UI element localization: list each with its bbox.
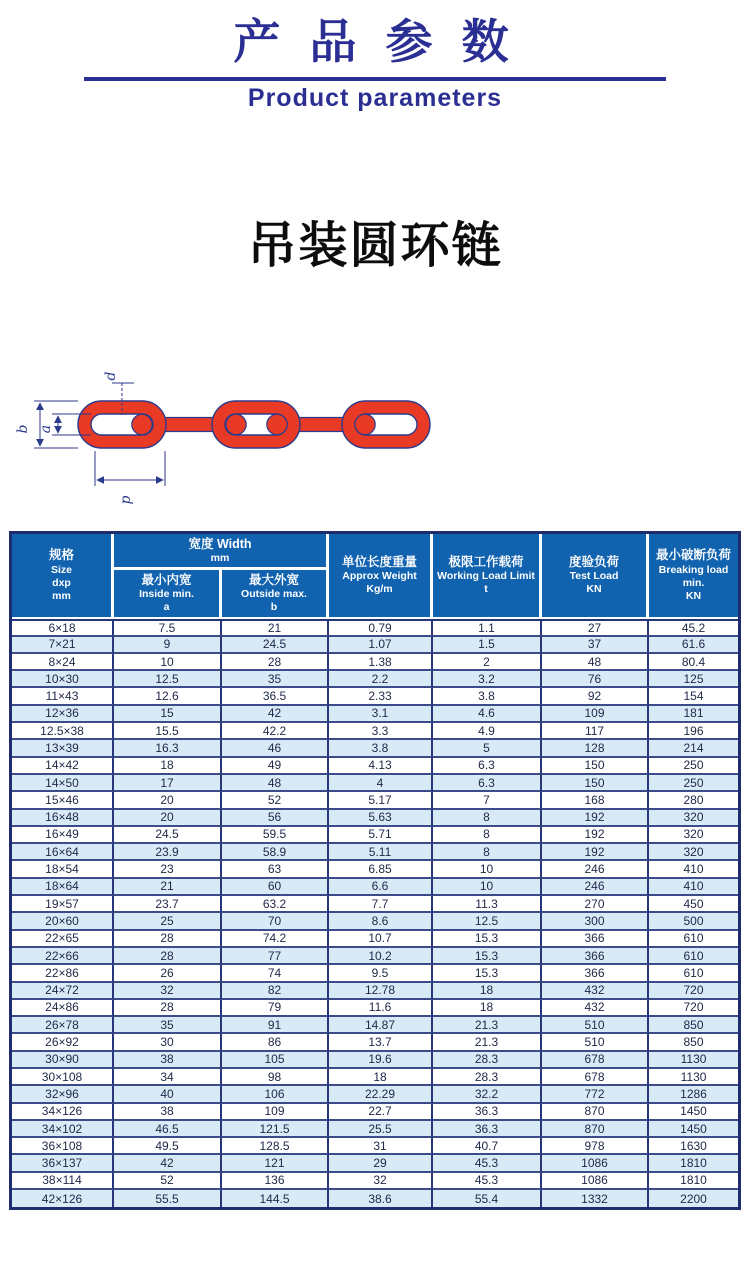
table-cell: 15.5 xyxy=(114,723,222,740)
table-row xyxy=(12,827,738,844)
table-cell: 22×66 xyxy=(12,948,114,965)
table-cell: 850 xyxy=(649,1034,738,1051)
table-row xyxy=(12,879,738,896)
col-header-outside-max: 最大外宽 Outside max. b xyxy=(222,570,329,619)
table-cell: 510 xyxy=(542,1034,649,1051)
table-cell: 48 xyxy=(542,654,649,671)
table-cell: 12.5 xyxy=(114,671,222,688)
table-row xyxy=(12,1155,738,1172)
table-cell: 13.7 xyxy=(329,1034,433,1051)
table-cell: 32 xyxy=(114,983,222,1000)
table-cell: 36×137 xyxy=(12,1155,114,1172)
table-row xyxy=(12,706,738,723)
table-cell: 74 xyxy=(222,965,329,982)
table-cell: 121 xyxy=(222,1155,329,1172)
table-cell: 8 xyxy=(433,810,542,827)
table-cell: 45.3 xyxy=(433,1155,542,1172)
table-row xyxy=(12,792,738,809)
table-cell: 9.5 xyxy=(329,965,433,982)
col-header-working-load-limit: 极限工作载荷 Working Load Limit t xyxy=(433,534,542,619)
table-cell: 1332 xyxy=(542,1190,649,1207)
table-cell: 55.4 xyxy=(433,1190,542,1207)
table-cell: 91 xyxy=(222,1017,329,1034)
table-cell: 17 xyxy=(114,775,222,792)
table-cell: 2.33 xyxy=(329,688,433,705)
table-cell: 63.2 xyxy=(222,896,329,913)
table-cell: 31 xyxy=(329,1138,433,1155)
table-cell: 36.3 xyxy=(433,1121,542,1138)
col-header-approx-weight: 单位长度重量 Approx Weight Kg/m xyxy=(329,534,433,619)
table-cell: 32×96 xyxy=(12,1086,114,1103)
table-cell: 3.1 xyxy=(329,706,433,723)
table-cell: 3.2 xyxy=(433,671,542,688)
chain-diagram xyxy=(0,353,460,513)
table-cell: 22.29 xyxy=(329,1086,433,1103)
table-cell: 23.9 xyxy=(114,844,222,861)
table-cell: 2 xyxy=(433,654,542,671)
table-cell: 28 xyxy=(114,1000,222,1017)
table-cell: 320 xyxy=(649,810,738,827)
table-cell: 11.6 xyxy=(329,1000,433,1017)
table-cell: 6.85 xyxy=(329,861,433,878)
table-cell: 3.8 xyxy=(433,688,542,705)
table-cell: 870 xyxy=(542,1104,649,1121)
table-cell: 86 xyxy=(222,1034,329,1051)
table-cell: 6.6 xyxy=(329,879,433,896)
table-row xyxy=(12,1034,738,1051)
table-row xyxy=(12,965,738,982)
table-cell: 30×108 xyxy=(12,1069,114,1086)
table-cell: 74.2 xyxy=(222,931,329,948)
table-cell: 45.3 xyxy=(433,1173,542,1190)
table-cell: 30 xyxy=(114,1034,222,1051)
table-cell: 7×21 xyxy=(12,637,114,654)
table-cell: 34×126 xyxy=(12,1104,114,1121)
table-row xyxy=(12,1121,738,1138)
table-cell: 58.9 xyxy=(222,844,329,861)
table-cell: 106 xyxy=(222,1086,329,1103)
table-cell: 35 xyxy=(114,1017,222,1034)
table-cell: 192 xyxy=(542,810,649,827)
table-row xyxy=(12,1000,738,1017)
table-cell: 48 xyxy=(222,775,329,792)
table-cell: 3.3 xyxy=(329,723,433,740)
table-cell: 60 xyxy=(222,879,329,896)
table-cell: 678 xyxy=(542,1069,649,1086)
table-cell: 22.7 xyxy=(329,1104,433,1121)
col-header-breaking-load: 最小破断负荷 Breaking load min. KN xyxy=(649,534,738,619)
table-cell: 59.5 xyxy=(222,827,329,844)
table-cell: 42 xyxy=(114,1155,222,1172)
table-cell: 28 xyxy=(222,654,329,671)
table-row xyxy=(12,723,738,740)
table-cell: 610 xyxy=(649,931,738,948)
table-cell: 1286 xyxy=(649,1086,738,1103)
table-cell: 610 xyxy=(649,965,738,982)
table-cell: 15.3 xyxy=(433,965,542,982)
table-cell: 105 xyxy=(222,1052,329,1069)
table-cell: 13×39 xyxy=(12,740,114,757)
table-cell: 10×30 xyxy=(12,671,114,688)
table-cell: 21.3 xyxy=(433,1017,542,1034)
table-cell: 79 xyxy=(222,1000,329,1017)
table-cell: 246 xyxy=(542,861,649,878)
table-cell: 500 xyxy=(649,913,738,930)
dim-label-p: p xyxy=(118,495,134,505)
table-cell: 16×64 xyxy=(12,844,114,861)
table-cell: 7.5 xyxy=(114,619,222,637)
table-cell: 5.17 xyxy=(329,792,433,809)
table-cell: 1.38 xyxy=(329,654,433,671)
table-cell: 63 xyxy=(222,861,329,878)
table-cell: 510 xyxy=(542,1017,649,1034)
table-cell: 18 xyxy=(433,983,542,1000)
table-cell: 19.6 xyxy=(329,1052,433,1069)
table-cell: 0.79 xyxy=(329,619,433,637)
table-cell: 38×114 xyxy=(12,1173,114,1190)
table-cell: 46 xyxy=(222,740,329,757)
table-row xyxy=(12,1069,738,1086)
table-row xyxy=(12,810,738,827)
table-cell: 128.5 xyxy=(222,1138,329,1155)
table-cell: 196 xyxy=(649,723,738,740)
table-row xyxy=(12,1104,738,1121)
table-cell: 8×24 xyxy=(12,654,114,671)
table-cell: 24×86 xyxy=(12,1000,114,1017)
table-cell: 55.5 xyxy=(114,1190,222,1207)
table-row xyxy=(12,637,738,654)
table-cell: 150 xyxy=(542,758,649,775)
table-cell: 850 xyxy=(649,1017,738,1034)
table-cell: 214 xyxy=(649,740,738,757)
table-cell: 52 xyxy=(222,792,329,809)
table-cell: 18×54 xyxy=(12,861,114,878)
table-cell: 10.7 xyxy=(329,931,433,948)
table-cell: 246 xyxy=(542,879,649,896)
table-cell: 6×18 xyxy=(12,619,114,637)
table-cell: 12.5 xyxy=(433,913,542,930)
table-cell: 270 xyxy=(542,896,649,913)
table-cell: 280 xyxy=(649,792,738,809)
table-cell: 12.6 xyxy=(114,688,222,705)
table-cell: 144.5 xyxy=(222,1190,329,1207)
table-cell: 38 xyxy=(114,1052,222,1069)
table-cell: 22×86 xyxy=(12,965,114,982)
table-cell: 21 xyxy=(114,879,222,896)
table-cell: 1.5 xyxy=(433,637,542,654)
table-cell: 720 xyxy=(649,983,738,1000)
table-cell: 35 xyxy=(222,671,329,688)
table-row xyxy=(12,1138,738,1155)
table-cell: 4 xyxy=(329,775,433,792)
table-row xyxy=(12,1052,738,1069)
table-row xyxy=(12,861,738,878)
table-cell: 16×48 xyxy=(12,810,114,827)
table-cell: 10 xyxy=(114,654,222,671)
table-cell: 10 xyxy=(433,879,542,896)
table-row xyxy=(12,740,738,757)
table-cell: 29 xyxy=(329,1155,433,1172)
table-cell: 2200 xyxy=(680,1191,707,1206)
dim-label-b: b xyxy=(15,424,31,434)
table-cell: 82 xyxy=(222,983,329,1000)
table-cell: 8 xyxy=(433,844,542,861)
table-cell: 5 xyxy=(433,740,542,757)
table-cell: 36.3 xyxy=(433,1104,542,1121)
table-cell: 320 xyxy=(649,827,738,844)
table-cell: 1.07 xyxy=(329,637,433,654)
table-cell: 450 xyxy=(649,896,738,913)
table-cell: 32 xyxy=(329,1173,433,1190)
table-cell: 15×46 xyxy=(12,792,114,809)
table-cell: 40 xyxy=(114,1086,222,1103)
table-cell: 49.5 xyxy=(114,1138,222,1155)
table-cell: 1086 xyxy=(542,1155,649,1172)
table-cell: 38.6 xyxy=(329,1190,433,1207)
table-cell: 410 xyxy=(649,861,738,878)
table-cell: 28.3 xyxy=(433,1052,542,1069)
table-cell: 36.5 xyxy=(222,688,329,705)
table-cell: 22×65 xyxy=(12,931,114,948)
dimension-p xyxy=(95,451,165,504)
table-cell: 168 xyxy=(542,792,649,809)
chain-links xyxy=(78,401,430,448)
table-cell: 40.7 xyxy=(433,1138,542,1155)
table-cell: 36×108 xyxy=(12,1138,114,1155)
table-cell: 978 xyxy=(542,1138,649,1155)
table-cell: 45.2 xyxy=(649,619,738,637)
table-cell: 15.3 xyxy=(433,948,542,965)
table-row xyxy=(12,654,738,671)
table-cell: 56 xyxy=(222,810,329,827)
col-header-width-group: 宽度 Width mm xyxy=(114,534,329,570)
table-cell: 7 xyxy=(433,792,542,809)
table-row xyxy=(12,671,738,688)
table-cell: 26×78 xyxy=(12,1017,114,1034)
table-cell: 192 xyxy=(542,827,649,844)
table-cell: 1810 xyxy=(649,1155,738,1172)
table-cell: 1450 xyxy=(649,1104,738,1121)
table-cell: 136 xyxy=(222,1173,329,1190)
table-cell: 6.3 xyxy=(433,758,542,775)
table-cell: 772 xyxy=(542,1086,649,1103)
table-cell: 410 xyxy=(649,879,738,896)
product-title: 吊装圆环链 xyxy=(247,218,503,273)
table-row xyxy=(12,619,738,637)
table-cell: 42×126 xyxy=(12,1190,114,1207)
table-cell: 70 xyxy=(222,913,329,930)
table-cell: 610 xyxy=(649,948,738,965)
table-cell: 128 xyxy=(542,740,649,757)
table-cell: 154 xyxy=(649,688,738,705)
table-cell: 18 xyxy=(433,1000,542,1017)
table-cell: 3.8 xyxy=(329,740,433,757)
table-cell: 26×92 xyxy=(12,1034,114,1051)
table-cell: 16.3 xyxy=(114,740,222,757)
page-title: 产 品 参 数 xyxy=(233,15,517,68)
spec-table-wrap xyxy=(9,531,741,1211)
table-cell: 18×64 xyxy=(12,879,114,896)
table-cell: 76 xyxy=(542,671,649,688)
table-cell: 11×43 xyxy=(12,688,114,705)
table-cell: 20 xyxy=(114,792,222,809)
col-header-inside-min: 最小内宽 Inside min. a xyxy=(114,570,222,619)
table-row xyxy=(12,1017,738,1034)
table-cell: 1.1 xyxy=(433,619,542,637)
table-cell: 5.71 xyxy=(329,827,433,844)
table-cell: 2.2 xyxy=(329,671,433,688)
table-cell: 19×57 xyxy=(12,896,114,913)
table-row xyxy=(12,844,738,861)
table-cell: 28.3 xyxy=(433,1069,542,1086)
table-cell: 27 xyxy=(542,619,649,637)
table-cell: 20×60 xyxy=(12,913,114,930)
table-cell: 125 xyxy=(649,671,738,688)
table-cell: 16×49 xyxy=(12,827,114,844)
table-cell: 8.6 xyxy=(329,913,433,930)
table-cell: 24.5 xyxy=(222,637,329,654)
table-cell: 28 xyxy=(114,931,222,948)
table-cell: 23.7 xyxy=(114,896,222,913)
table-cell: 720 xyxy=(649,1000,738,1017)
table-cell: 77 xyxy=(222,948,329,965)
dimension-b xyxy=(15,401,78,448)
table-cell: 61.6 xyxy=(649,637,738,654)
table-cell: 34×102 xyxy=(12,1121,114,1138)
table-cell: 18 xyxy=(329,1069,433,1086)
table-cell: 366 xyxy=(542,931,649,948)
table-cell: 21 xyxy=(222,619,329,637)
table-cell: 37 xyxy=(542,637,649,654)
table-cell: 4.6 xyxy=(433,706,542,723)
table-row xyxy=(12,1173,738,1190)
table-row xyxy=(12,1086,738,1103)
table-cell: 366 xyxy=(542,948,649,965)
table-cell: 432 xyxy=(542,1000,649,1017)
table-cell: 250 xyxy=(649,758,738,775)
table-cell: 181 xyxy=(649,706,738,723)
table-cell: 1130 xyxy=(649,1069,738,1086)
table-cell: 20 xyxy=(114,810,222,827)
table-cell: 1810 xyxy=(649,1173,738,1190)
dim-label-a: a xyxy=(38,424,54,433)
table-cell: 1450 xyxy=(649,1121,738,1138)
table-cell: 28 xyxy=(114,948,222,965)
table-cell: 23 xyxy=(114,861,222,878)
dim-label-d: d xyxy=(103,371,119,381)
spec-table-header xyxy=(12,534,738,619)
table-cell: 24×72 xyxy=(12,983,114,1000)
table-cell: 109 xyxy=(542,706,649,723)
table-cell: 32.2 xyxy=(433,1086,542,1103)
table-cell: 14×50 xyxy=(12,775,114,792)
table-cell: 432 xyxy=(542,983,649,1000)
table-cell: 6.3 xyxy=(433,775,542,792)
table-cell: 5.11 xyxy=(329,844,433,861)
table-row xyxy=(12,983,738,1000)
table-cell: 320 xyxy=(649,844,738,861)
table-cell: 14×42 xyxy=(12,758,114,775)
table-cell: 15.3 xyxy=(433,931,542,948)
table-cell: 150 xyxy=(542,775,649,792)
table-cell: 192 xyxy=(542,844,649,861)
table-cell: 9 xyxy=(114,637,222,654)
table-cell: 25 xyxy=(114,913,222,930)
table-cell: 12×36 xyxy=(12,706,114,723)
table-cell: 121.5 xyxy=(222,1121,329,1138)
table-cell: 300 xyxy=(542,913,649,930)
table-cell: 250 xyxy=(649,775,738,792)
table-cell: 24.5 xyxy=(114,827,222,844)
table-cell: 4.9 xyxy=(433,723,542,740)
table-row xyxy=(12,758,738,775)
table-cell: 10.2 xyxy=(329,948,433,965)
table-cell: 49 xyxy=(222,758,329,775)
col-header-test-load: 度验负荷 Test Load KN xyxy=(542,534,649,619)
table-cell: 870 xyxy=(542,1121,649,1138)
table-cell: 11.3 xyxy=(433,896,542,913)
table-cell: 15 xyxy=(114,706,222,723)
table-cell: 1130 xyxy=(649,1052,738,1069)
table-cell: 92 xyxy=(542,688,649,705)
table-cell: 21.3 xyxy=(433,1034,542,1051)
table-cell: 109 xyxy=(222,1104,329,1121)
table-row xyxy=(12,948,738,965)
table-cell: 38 xyxy=(114,1104,222,1121)
table-cell: 4.13 xyxy=(329,758,433,775)
table-cell: 678 xyxy=(542,1052,649,1069)
table-cell: 26 xyxy=(114,965,222,982)
table-cell: 52 xyxy=(114,1173,222,1190)
banner xyxy=(0,0,750,113)
table-cell: 7.7 xyxy=(329,896,433,913)
table-cell: 34 xyxy=(114,1069,222,1086)
table-cell: 1086 xyxy=(542,1173,649,1190)
banner-divider xyxy=(84,77,666,81)
table-cell: 12.5×38 xyxy=(12,723,114,740)
table-row xyxy=(12,1190,738,1207)
table-row xyxy=(12,913,738,930)
table-cell: 30×90 xyxy=(12,1052,114,1069)
table-cell: 10 xyxy=(433,861,542,878)
table-row xyxy=(12,931,738,948)
table-cell: 98 xyxy=(222,1069,329,1086)
table-cell: 366 xyxy=(542,965,649,982)
spec-table-body xyxy=(12,619,738,1208)
table-cell: 5.63 xyxy=(329,810,433,827)
table-cell: 42.2 xyxy=(222,723,329,740)
table-cell: 80.4 xyxy=(649,654,738,671)
table-cell: 18 xyxy=(114,758,222,775)
table-cell: 117 xyxy=(542,723,649,740)
table-cell: 46.5 xyxy=(114,1121,222,1138)
table-cell: 1630 xyxy=(649,1138,738,1155)
col-header-size: 规格 Size dxp mm xyxy=(12,534,114,619)
page-subtitle: Product parameters xyxy=(247,83,503,112)
table-row xyxy=(12,775,738,792)
table-cell: 8 xyxy=(433,827,542,844)
table-cell: 42 xyxy=(222,706,329,723)
table-cell: 12.78 xyxy=(329,983,433,1000)
spec-table xyxy=(12,534,738,1208)
table-row xyxy=(12,896,738,913)
table-cell: 25.5 xyxy=(329,1121,433,1138)
table-row xyxy=(12,688,738,705)
table-cell: 14.87 xyxy=(329,1017,433,1034)
